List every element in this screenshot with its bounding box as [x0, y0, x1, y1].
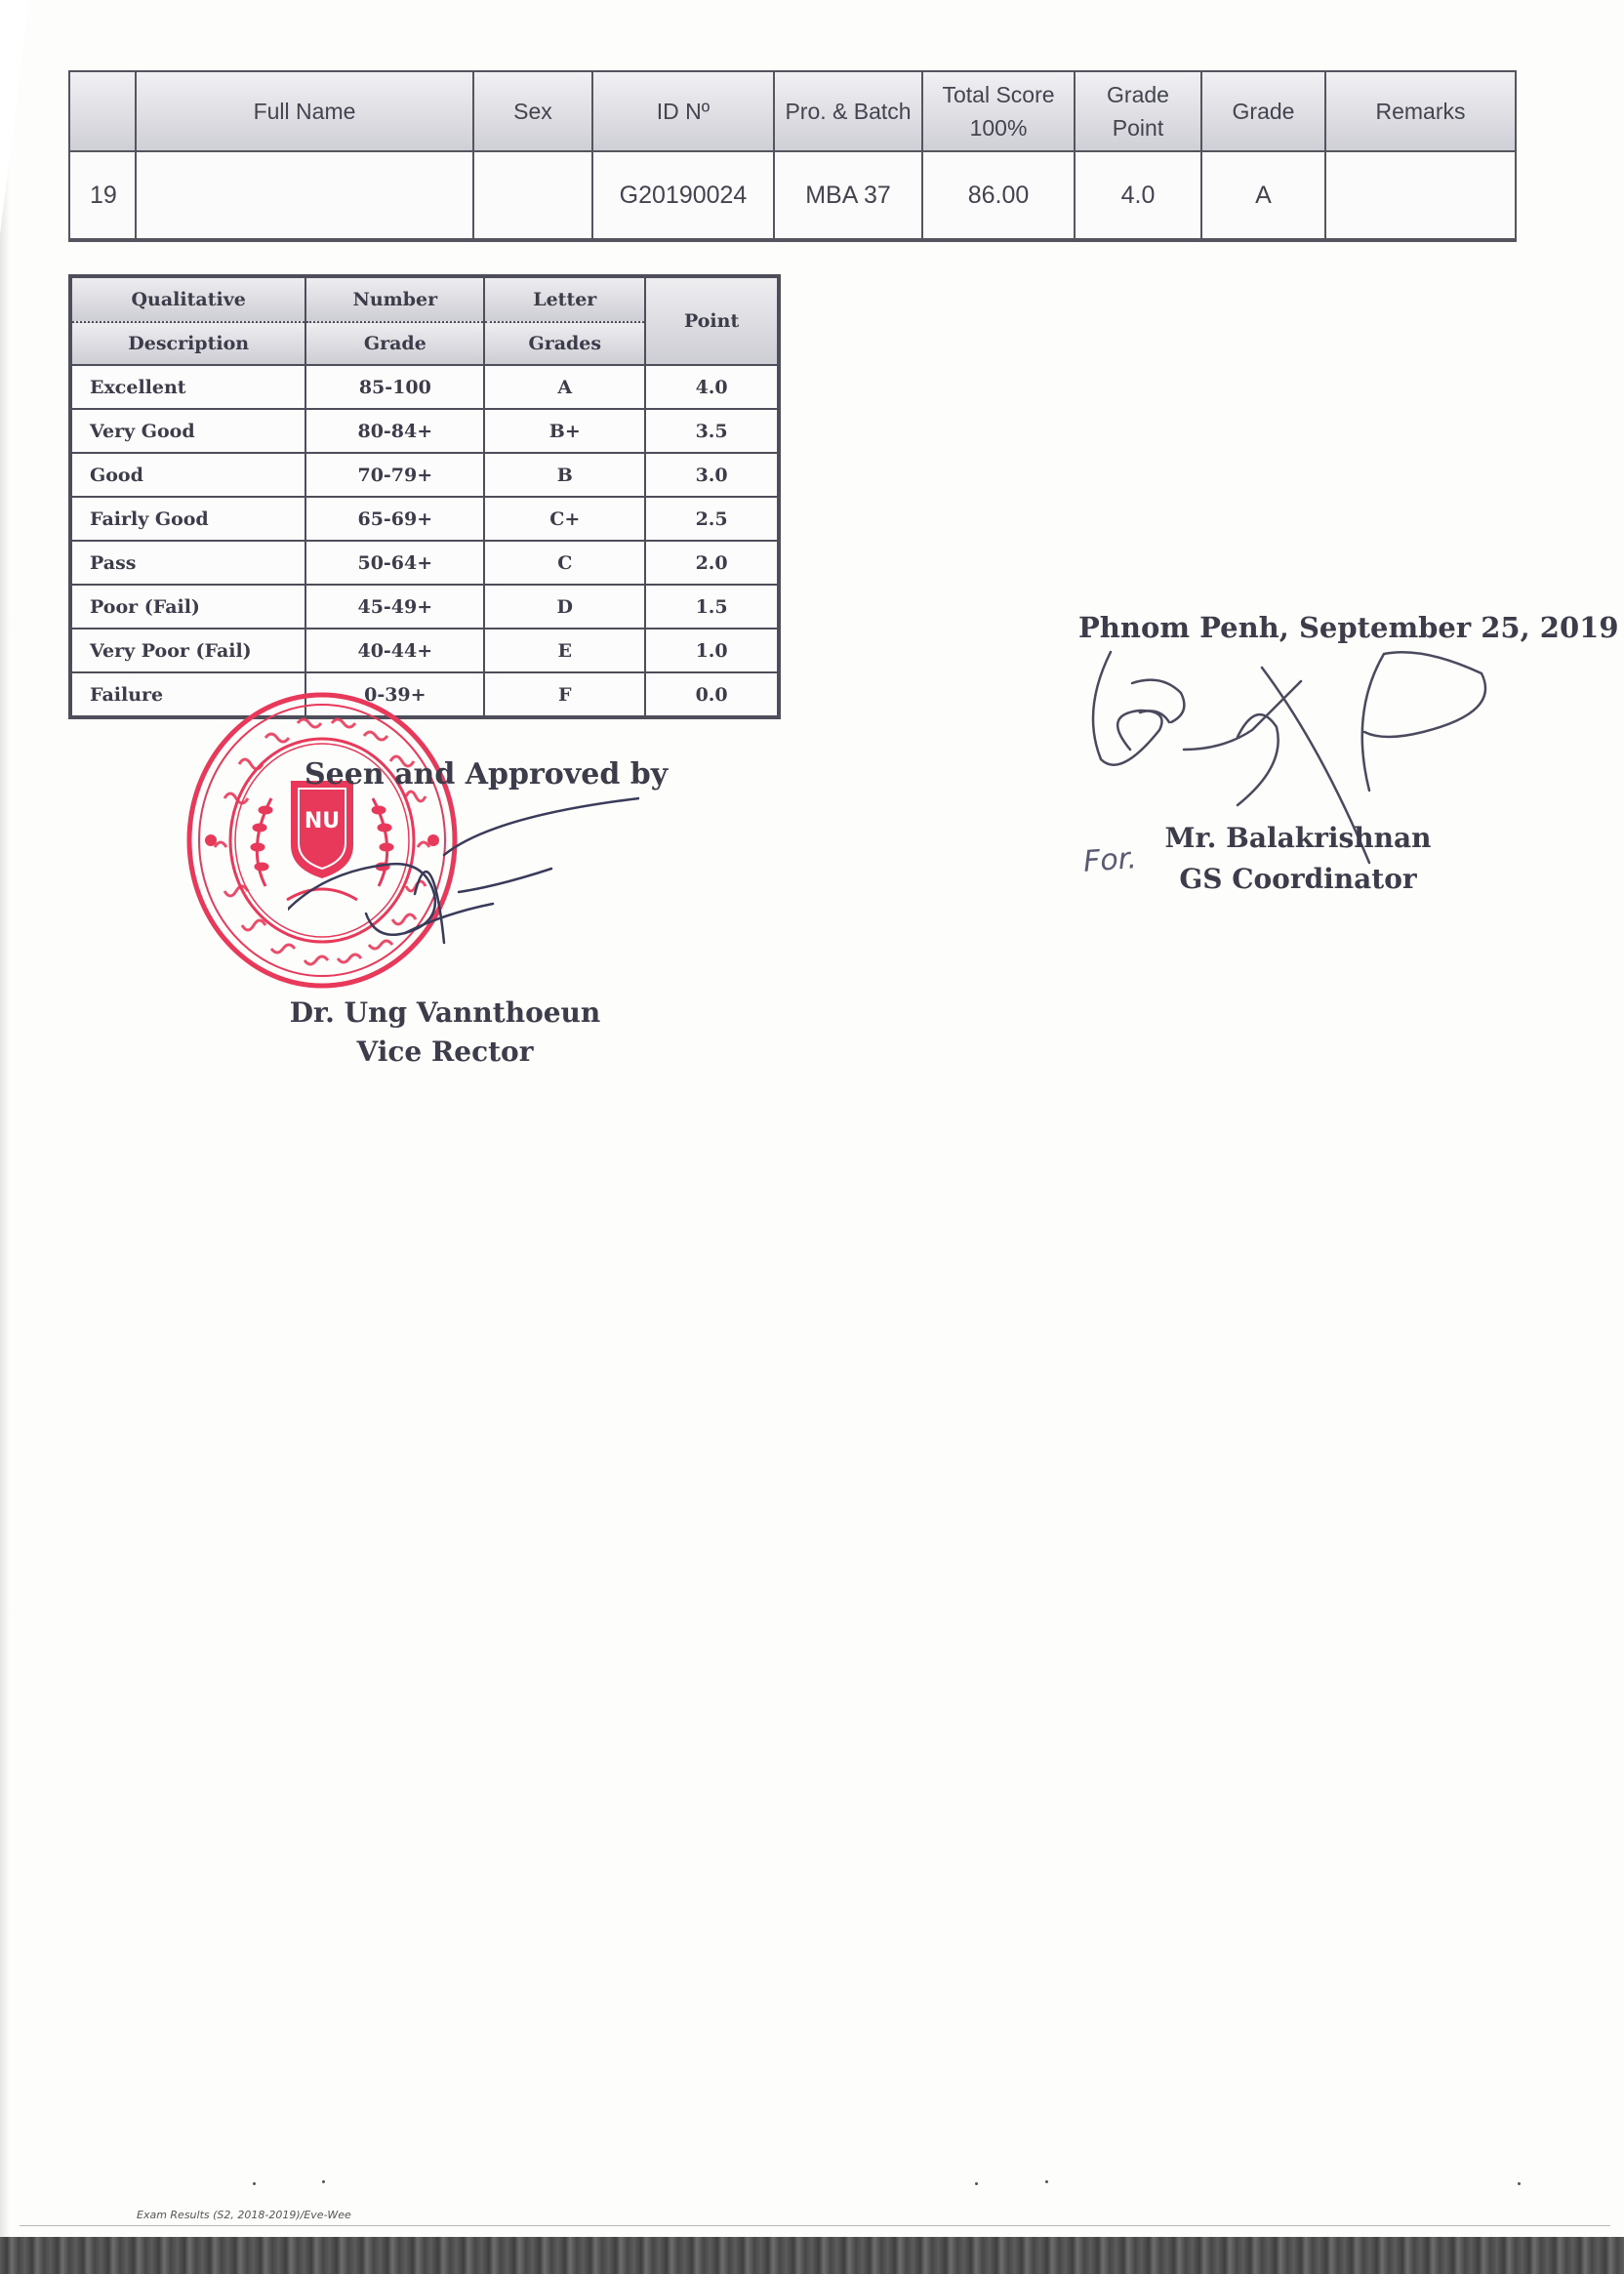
- vice-rector-signature-icon: [288, 787, 639, 953]
- scale-point: 1.0: [645, 629, 779, 672]
- for-note: For.: [1081, 841, 1138, 879]
- cell-grade-point: 4.0: [1075, 151, 1201, 240]
- scale-row: [70, 365, 779, 409]
- vice-rector-block: [195, 994, 695, 1072]
- scale-letter: A: [484, 365, 645, 409]
- place-and-date: Phnom Penh, September 25, 2019: [1078, 611, 1619, 644]
- scale-row: [70, 409, 779, 453]
- header-description: Description: [70, 322, 305, 365]
- scan-bottom-band: [0, 2237, 1624, 2274]
- scale-point: 1.5: [645, 585, 779, 629]
- scale-number: 85-100: [305, 365, 484, 409]
- footer-divider: [20, 2225, 1610, 2226]
- cell-id: G20190024: [592, 151, 774, 240]
- header-full-name: Full Name: [136, 71, 473, 151]
- header-letter: Letter: [484, 276, 645, 322]
- coordinator-name: Mr. Balakrishnan: [1164, 822, 1432, 854]
- scale-number: 40-44+: [305, 629, 484, 672]
- vice-rector-title: Vice Rector: [356, 1035, 534, 1068]
- scale-description: Failure: [70, 672, 305, 717]
- scale-letter: B+: [484, 409, 645, 453]
- table-row: [69, 151, 1516, 240]
- header-sex: Sex: [473, 71, 592, 151]
- scale-row: [70, 629, 779, 672]
- scale-row: [70, 453, 779, 497]
- results-header-row: [69, 71, 1516, 151]
- header-grade-point: Grade Point: [1075, 71, 1201, 151]
- scale-letter: E: [484, 629, 645, 672]
- scale-number: 70-79+: [305, 453, 484, 497]
- cell-grade: A: [1201, 151, 1325, 240]
- header-qualitative: Qualitative: [70, 276, 305, 322]
- header-grade: Grade: [1201, 71, 1325, 151]
- approval-heading: Seen and Approved by: [304, 757, 669, 792]
- cell-no: 19: [69, 151, 136, 240]
- scale-letter: C+: [484, 497, 645, 541]
- scale-description: Fairly Good: [70, 497, 305, 541]
- cell-total-score: 86.00: [922, 151, 1075, 240]
- scale-point: 3.0: [645, 453, 779, 497]
- scale-point: 0.0: [645, 672, 779, 717]
- cell-remarks: [1325, 151, 1516, 240]
- scale-description: Pass: [70, 541, 305, 585]
- scale-point: 2.0: [645, 541, 779, 585]
- header-no: [69, 71, 136, 151]
- scale-letter: D: [484, 585, 645, 629]
- page-corner-fold: [0, 0, 29, 234]
- seal-letters: NU: [304, 809, 341, 833]
- scan-edge: [0, 0, 10, 2274]
- scale-point: 3.5: [645, 409, 779, 453]
- scale-letter: B: [484, 453, 645, 497]
- scale-description: Excellent: [70, 365, 305, 409]
- scale-description: Very Poor (Fail): [70, 629, 305, 672]
- header-grades: Grades: [484, 322, 645, 365]
- cell-sex: [473, 151, 592, 240]
- scale-number: 50-64+: [305, 541, 484, 585]
- coordinator-title: GS Coordinator: [1179, 863, 1417, 895]
- coordinator-block: [1152, 818, 1444, 900]
- scale-row: [70, 541, 779, 585]
- scale-number: 45-49+: [305, 585, 484, 629]
- cell-program-batch: MBA 37: [774, 151, 922, 240]
- scale-number: 0-39+: [305, 672, 484, 717]
- scale-point: 4.0: [645, 365, 779, 409]
- vice-rector-name: Dr. Ung Vannthoeun: [289, 996, 601, 1029]
- grading-scale-table: [68, 274, 781, 719]
- scale-letter: C: [484, 541, 645, 585]
- cell-full-name: [136, 151, 473, 240]
- scale-point: 2.5: [645, 497, 779, 541]
- results-table: [68, 70, 1517, 242]
- scale-description: Very Good: [70, 409, 305, 453]
- scale-row: [70, 585, 779, 629]
- scale-row: [70, 497, 779, 541]
- header-number: Number: [305, 276, 484, 322]
- header-program-batch: Pro. & Batch: [774, 71, 922, 151]
- scale-header-row-top: [70, 276, 779, 322]
- scale-description: Poor (Fail): [70, 585, 305, 629]
- scale-description: Good: [70, 453, 305, 497]
- header-point: Point: [645, 276, 779, 365]
- scale-letter: F: [484, 672, 645, 717]
- header-id: ID Nº: [592, 71, 774, 151]
- footer-text: Exam Results (S2, 2018-2019)/Eve-Wee: [137, 2209, 351, 2221]
- header-total-score: Total Score 100%: [922, 71, 1075, 151]
- scale-number: 65-69+: [305, 497, 484, 541]
- header-remarks: Remarks: [1325, 71, 1516, 151]
- scale-number: 80-84+: [305, 409, 484, 453]
- header-grade: Grade: [305, 322, 484, 365]
